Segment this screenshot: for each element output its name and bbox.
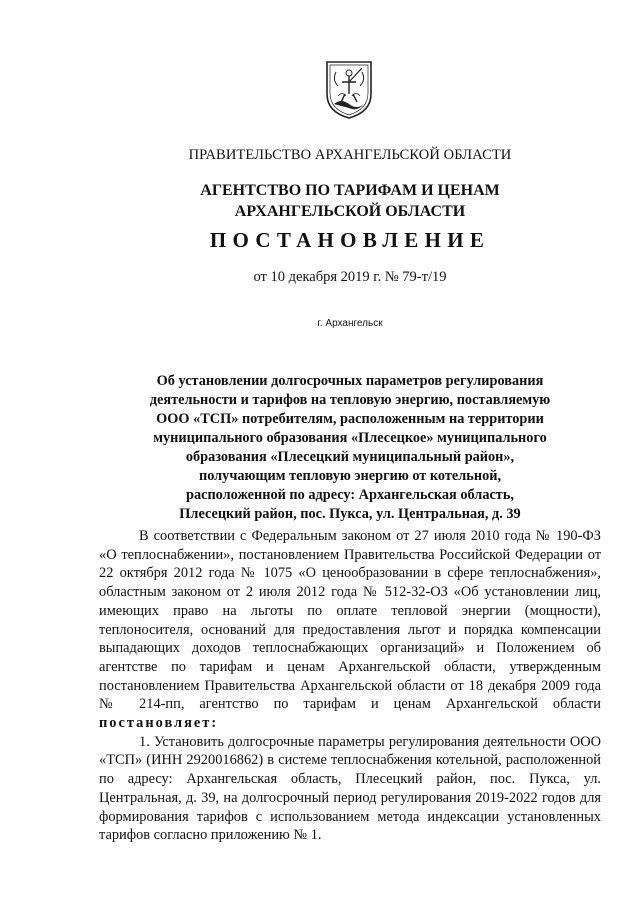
- subject-line: расположенной по адресу: Архангельская область,: [186, 487, 514, 503]
- preamble-text: В соответствии с Федеральным законом от 27 июля 2010 года № 190-ФЗ «О теплоснабжении», постановлением Правительства Российской Федерации от 22 октября 2012 года № 1075 «О ценообразовании в сфере теплоснабжения», областным законом от 2 июля 2012 года № 512-32-ОЗ «Об установлении лиц, имеющих право на льготы по оплате тепловой энергии (мощности), теплоносителя, оснований для предоставления льгот и порядка компенсации выпадающих доходов теплоснабжающих организаций» и Положением об агентстве по тарифам и ценам Архангельской области, утвержденным постановлением Правительства Архангельской области от 18 декабря 2009 года № 214-пп, агентство по тарифам и ценам Архангельской области: [99, 528, 601, 713]
- subject-line: получающим тепловую энергию от котельной,: [198, 468, 502, 484]
- subject-line: деятельности и тарифов на тепловую энергию, поставляемую: [149, 392, 551, 408]
- subject-line: ООО «ТСП» потребителям, расположенным на территории: [156, 411, 544, 427]
- document-type: ПОСТАНОВЛЕНИЕ: [209, 228, 491, 252]
- agency-name-line: АРХАНГЕЛЬСКОЙ ОБЛАСТИ: [234, 203, 466, 220]
- subject-line: Об установлении долгосрочных параметров регулирования: [156, 373, 544, 389]
- subject-line: Плесецкий район, пос. Пукса, ул. Центральная, д. 39: [179, 506, 521, 522]
- subject-line: муниципального образования «Плесецкое» муниципального: [153, 430, 547, 446]
- subject-line: образования «Плесецкий муниципальный район»,: [185, 449, 515, 465]
- body-paragraph: [99, 527, 601, 733]
- document-body: [99, 527, 601, 845]
- agency-name: [0, 180, 640, 222]
- document-city: г. Архангельск: [317, 318, 383, 329]
- coat-of-arms-icon: [324, 58, 374, 120]
- document-date-number: от 10 декабря 2019 г. № 79-т/19: [253, 269, 447, 285]
- document-subject: [130, 372, 570, 524]
- body-paragraph: 1. Установить долгосрочные параметры регулирования деятельности ООО «ТСП» (ИНН 2920016862) в системе теплоснабжения котельной, расположенной по адресу: Архангельская область, Плесецкий район, пос. Пукса, ул. Центральная, д. 39, на долгосрочный период регулирования 2019-2022 годов для формирования тарифов с использованием метода индексации установленных тарифов согласно приложению № 1.: [99, 733, 601, 844]
- decree-word: постановляет:: [99, 715, 219, 732]
- government-name: ПРАВИТЕЛЬСТВО АРХАНГЕЛЬСКОЙ ОБЛАСТИ: [188, 147, 512, 163]
- agency-name-line: АГЕНТСТВО ПО ТАРИФАМ И ЦЕНАМ: [200, 182, 500, 199]
